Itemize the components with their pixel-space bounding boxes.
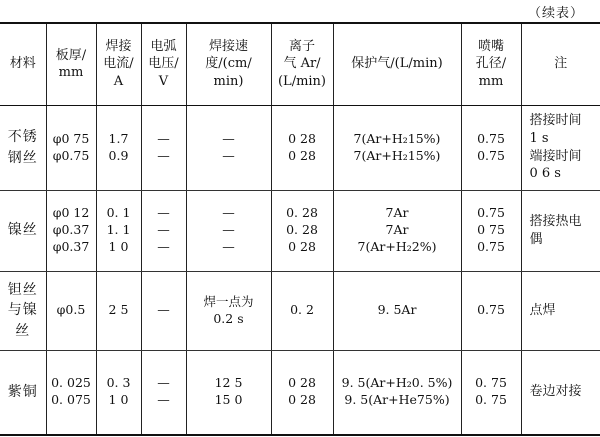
cell-text: 钢丝 <box>7 149 38 166</box>
cell-text: — <box>157 392 170 408</box>
cell-text: 0 28 <box>288 238 316 254</box>
nozzle-cell <box>461 271 521 350</box>
header-text: 孔径/ <box>475 56 507 72</box>
thickness-cell <box>46 350 96 435</box>
cell-text: 0.2 s <box>213 310 244 326</box>
header-note <box>521 23 600 105</box>
cell-text: 0 28 <box>288 375 316 391</box>
header-thickness <box>46 23 96 105</box>
continued-table-label: （续表） <box>527 6 584 21</box>
material-cell <box>0 350 46 435</box>
cell-text: 0 75 <box>477 222 505 238</box>
cell-text: 1 0 <box>108 238 129 254</box>
cell-text: — <box>157 302 170 318</box>
nozzle-cell <box>461 350 521 435</box>
cell-text: φ0 12 <box>52 205 90 221</box>
cell-text: 9. 5(Ar+H₂0. 5%) <box>341 375 453 391</box>
current-cell <box>96 350 141 435</box>
header-text: 电流/ <box>103 56 134 72</box>
ion-gas-cell <box>271 271 333 350</box>
cell-text: 0. 1 <box>106 205 131 221</box>
cell-text: 搭接热电 <box>529 213 582 229</box>
cell-text: 偶 <box>529 231 543 247</box>
cell-text: 1. 1 <box>106 222 131 238</box>
cell-text: 7(Ar+H₂15%) <box>353 147 441 163</box>
thickness-cell <box>46 105 96 190</box>
header-text: 板厚/ <box>55 47 87 63</box>
cell-text: 0.75 <box>477 302 505 318</box>
cell-text: 0. 75 <box>475 375 507 391</box>
material-cell <box>0 190 46 271</box>
cell-text: 2 5 <box>108 302 129 318</box>
cell-text: — <box>222 205 235 221</box>
cell-text: — <box>157 130 170 146</box>
voltage-cell <box>141 105 186 190</box>
cell-text: 0.75 <box>477 205 505 221</box>
shield-gas-cell <box>333 105 461 190</box>
cell-text: 0 28 <box>288 147 316 163</box>
cell-text: 0.9 <box>108 147 129 163</box>
material-cell <box>0 271 46 350</box>
cell-text: — <box>222 222 235 238</box>
voltage-cell <box>141 271 186 350</box>
cell-text: 搭接时间 <box>529 113 582 129</box>
nozzle-cell <box>461 190 521 271</box>
header-speed <box>186 23 271 105</box>
cell-text: 不锈 <box>7 129 38 146</box>
cell-text: 0. 28 <box>286 205 318 221</box>
cell-text: 0. 025 <box>51 375 91 391</box>
speed-cell <box>186 105 271 190</box>
header-text: 电弧 <box>150 38 177 54</box>
cell-text: 钽丝 <box>7 282 38 299</box>
table-row <box>0 105 600 190</box>
cell-text: 7Ar <box>385 222 409 238</box>
table-row <box>0 190 600 271</box>
current-cell <box>96 190 141 271</box>
cell-text: φ0 75 <box>52 130 90 146</box>
ion-gas-cell <box>271 105 333 190</box>
header-text: A <box>113 74 124 90</box>
table-row <box>0 271 600 350</box>
current-cell <box>96 271 141 350</box>
cell-text: 15 0 <box>214 392 243 408</box>
header-text: 焊接速 <box>208 38 248 54</box>
header-text: mm <box>478 74 504 90</box>
cell-text: 1 s <box>529 130 549 146</box>
cell-text: — <box>157 222 170 238</box>
cell-text: — <box>157 375 170 391</box>
cell-text: 0.75 <box>477 238 505 254</box>
header-row <box>0 23 600 105</box>
nozzle-cell <box>461 105 521 190</box>
note-cell <box>521 105 600 190</box>
cell-text: 1 0 <box>108 392 129 408</box>
cell-text: 焊一点为 <box>203 293 254 309</box>
header-text: 注 <box>554 56 568 72</box>
header-ion-gas <box>271 23 333 105</box>
cell-text: 0. 075 <box>51 392 91 408</box>
note-cell <box>521 190 600 271</box>
cell-text: — <box>222 130 235 146</box>
thickness-cell <box>46 190 96 271</box>
note-cell <box>521 350 600 435</box>
material-cell <box>0 105 46 190</box>
note-cell <box>521 271 600 350</box>
cell-text: 镍丝 <box>7 222 38 239</box>
shield-gas-cell <box>333 271 461 350</box>
cell-text: φ0.37 <box>52 222 90 238</box>
header-text: 材料 <box>9 56 36 72</box>
cell-text: 点焊 <box>529 302 556 318</box>
cell-text: 7Ar <box>385 205 409 221</box>
header-text: 度/(cm/ <box>205 56 252 72</box>
cell-text: 0 28 <box>288 130 316 146</box>
header-text: 气 Ar/ <box>283 56 321 72</box>
speed-cell <box>186 271 271 350</box>
header-text: 喷嘴 <box>477 38 504 54</box>
header-shield-gas <box>333 23 461 105</box>
speed-cell <box>186 350 271 435</box>
ion-gas-cell <box>271 350 333 435</box>
cell-text: 12 5 <box>214 375 243 391</box>
shield-gas-cell <box>333 350 461 435</box>
thickness-cell <box>46 271 96 350</box>
cell-text: 7(Ar+H₂2%) <box>357 238 437 254</box>
voltage-cell <box>141 190 186 271</box>
header-text: (L/min) <box>277 74 326 90</box>
cell-text: 7(Ar+H₂15%) <box>353 130 441 146</box>
cell-text: 0.75 <box>477 147 505 163</box>
header-text: 电压/ <box>148 56 179 72</box>
cell-text: 0 28 <box>288 392 316 408</box>
header-material <box>0 23 46 105</box>
cell-text: 丝 <box>15 322 31 339</box>
shield-gas-cell <box>333 190 461 271</box>
header-text: mm <box>58 65 84 81</box>
cell-text: 0. 2 <box>290 302 314 318</box>
cell-text: 9. 5(Ar+He75%) <box>344 392 450 408</box>
cell-text: — <box>157 238 170 254</box>
cell-text: 0 6 s <box>529 166 561 182</box>
cell-text: φ0.75 <box>52 147 90 163</box>
table-row <box>0 350 600 435</box>
ion-gas-cell <box>271 190 333 271</box>
cell-text: — <box>157 147 170 163</box>
cell-text: 1.7 <box>108 130 129 146</box>
header-nozzle <box>461 23 521 105</box>
header-text: 焊接 <box>105 38 132 54</box>
welding-parameters-table <box>0 22 600 436</box>
cell-text: 9. 5Ar <box>377 302 417 318</box>
header-text: V <box>158 74 169 90</box>
cell-text: 0. 75 <box>475 392 507 408</box>
voltage-cell <box>141 350 186 435</box>
cell-text: 端接时间 <box>529 148 582 164</box>
header-text: 离子 <box>288 38 315 54</box>
header-current <box>96 23 141 105</box>
header-voltage <box>141 23 186 105</box>
header-text: min) <box>213 74 244 90</box>
cell-text: — <box>222 238 235 254</box>
cell-text: 0.75 <box>477 130 505 146</box>
cell-text: 卷边对接 <box>529 384 582 400</box>
cell-text: φ0.37 <box>52 238 90 254</box>
cell-text: 0. 3 <box>106 375 131 391</box>
cell-text: 紫铜 <box>7 384 38 401</box>
cell-text: 与镍 <box>7 302 38 319</box>
speed-cell <box>186 190 271 271</box>
current-cell <box>96 105 141 190</box>
cell-text: — <box>222 147 235 163</box>
cell-text: — <box>157 205 170 221</box>
cell-text: φ0.5 <box>56 302 86 318</box>
cell-text: 0. 28 <box>286 222 318 238</box>
header-text: 保护气/(L/min) <box>351 56 443 72</box>
